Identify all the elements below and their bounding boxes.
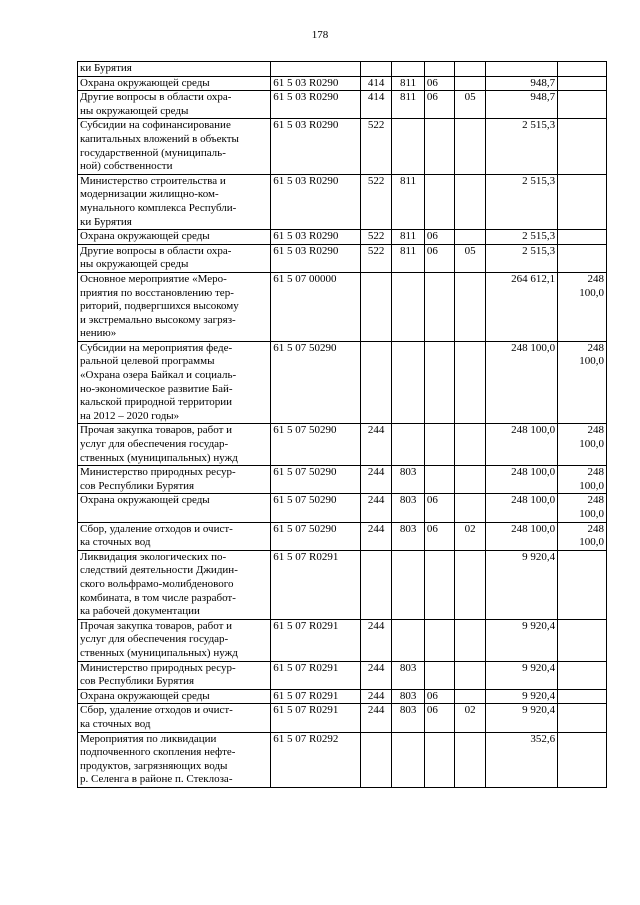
admin-code-cell: 811 [392,244,425,272]
table-row [78,174,607,229]
amount-cell: 9 920,4 [485,689,557,704]
section-code-cell: 06 [424,689,455,704]
row-name-cell: Министерство природных ресур- сов Республики Бурятия [78,466,271,494]
expense-type-cell [360,272,392,341]
amount-cell: 948,7 [485,76,557,91]
subsection-code-cell [455,174,486,229]
expense-type-cell: 522 [360,244,392,272]
row-name-cell: Охрана окружающей среды [78,76,271,91]
federal-amount-cell [558,619,607,661]
amount-cell: 352,6 [485,732,557,787]
target-article-code-cell: 61 5 07 R0292 [271,732,361,787]
federal-amount-cell: 248 100,0 [558,272,607,341]
admin-code-cell [392,550,425,619]
section-code-cell [424,341,455,424]
section-code-cell: 06 [424,91,455,119]
amount-cell: 2 515,3 [485,119,557,174]
table-row [78,230,607,245]
subsection-code-cell [455,661,486,689]
target-article-code-cell: 61 5 07 R0291 [271,550,361,619]
table-row [78,91,607,119]
expense-type-cell: 244 [360,424,392,466]
section-code-cell [424,272,455,341]
target-article-code-cell [271,62,361,77]
target-article-code-cell: 61 5 03 R0290 [271,76,361,91]
subsection-code-cell: 02 [455,704,486,732]
subsection-code-cell [455,424,486,466]
table-row [78,466,607,494]
target-article-code-cell: 61 5 07 50290 [271,494,361,522]
admin-code-cell: 803 [392,466,425,494]
section-code-cell [424,550,455,619]
table-row [78,550,607,619]
section-code-cell: 06 [424,704,455,732]
table-row [78,689,607,704]
federal-amount-cell [558,704,607,732]
federal-amount-cell: 248 100,0 [558,424,607,466]
target-article-code-cell: 61 5 03 R0290 [271,230,361,245]
amount-cell: 9 920,4 [485,704,557,732]
amount-cell: 9 920,4 [485,619,557,661]
amount-cell: 2 515,3 [485,244,557,272]
row-name-cell: Министерство природных ресур- сов Республики Бурятия [78,661,271,689]
target-article-code-cell: 61 5 07 R0291 [271,661,361,689]
federal-amount-cell [558,244,607,272]
admin-code-cell [392,272,425,341]
amount-cell: 948,7 [485,91,557,119]
row-name-cell: Охрана окружающей среды [78,494,271,522]
target-article-code-cell: 61 5 03 R0290 [271,119,361,174]
row-name-cell: Другие вопросы в области охра- ны окружающей среды [78,91,271,119]
subsection-code-cell: 05 [455,244,486,272]
amount-cell: 9 920,4 [485,661,557,689]
subsection-code-cell [455,550,486,619]
row-name-cell: Прочая закупка товаров, работ и услуг для обеспечения государ- ственных (муниципальных) нужд [78,619,271,661]
table-row [78,272,607,341]
section-code-cell: 06 [424,494,455,522]
row-name-cell: Основное мероприятие «Меро- приятия по восстановлению тер- риторий, подвергшихся высокому и экстремально высокому загряз- нению» [78,272,271,341]
amount-cell: 248 100,0 [485,466,557,494]
admin-code-cell: 811 [392,91,425,119]
federal-amount-cell [558,230,607,245]
section-code-cell: 06 [424,76,455,91]
federal-amount-cell [558,174,607,229]
table-row [78,62,607,77]
expense-type-cell [360,341,392,424]
section-code-cell [424,62,455,77]
target-article-code-cell: 61 5 07 50290 [271,424,361,466]
target-article-code-cell: 61 5 03 R0290 [271,91,361,119]
admin-code-cell [392,62,425,77]
target-article-code-cell: 61 5 03 R0290 [271,174,361,229]
expense-type-cell [360,732,392,787]
admin-code-cell: 803 [392,704,425,732]
admin-code-cell [392,732,425,787]
table-row [78,704,607,732]
section-code-cell [424,174,455,229]
federal-amount-cell [558,661,607,689]
section-code-cell [424,619,455,661]
subsection-code-cell [455,689,486,704]
target-article-code-cell: 61 5 03 R0290 [271,244,361,272]
admin-code-cell: 803 [392,522,425,550]
admin-code-cell: 803 [392,494,425,522]
expense-type-cell: 244 [360,494,392,522]
subsection-code-cell: 02 [455,522,486,550]
target-article-code-cell: 61 5 07 50290 [271,466,361,494]
row-name-cell: Министерство строительства и модернизации жилищно-ком- мунального комплекса Республи- ки Бурятия [78,174,271,229]
section-code-cell [424,661,455,689]
expense-type-cell: 244 [360,689,392,704]
table-row [78,341,607,424]
row-name-cell: ки Бурятия [78,62,271,77]
target-article-code-cell: 61 5 07 50290 [271,522,361,550]
federal-amount-cell [558,732,607,787]
federal-amount-cell: 248 100,0 [558,494,607,522]
section-code-cell [424,424,455,466]
admin-code-cell [392,619,425,661]
table-row [78,522,607,550]
subsection-code-cell [455,272,486,341]
table-row [78,494,607,522]
amount-cell: 9 920,4 [485,550,557,619]
amount-cell: 264 612,1 [485,272,557,341]
expense-type-cell: 414 [360,91,392,119]
target-article-code-cell: 61 5 07 R0291 [271,689,361,704]
table-row [78,76,607,91]
row-name-cell: Субсидии на софинансирование капитальных вложений в объекты государственной (муниципаль- ной) собственности [78,119,271,174]
expense-type-cell: 244 [360,661,392,689]
table-row [78,424,607,466]
federal-amount-cell [558,550,607,619]
expense-type-cell [360,550,392,619]
expense-type-cell [360,62,392,77]
target-article-code-cell: 61 5 07 R0291 [271,704,361,732]
expense-type-cell: 522 [360,230,392,245]
row-name-cell: Сбор, удаление отходов и очист- ка сточных вод [78,522,271,550]
section-code-cell [424,732,455,787]
row-name-cell: Другие вопросы в области охра- ны окружающей среды [78,244,271,272]
admin-code-cell: 803 [392,689,425,704]
amount-cell: 248 100,0 [485,494,557,522]
admin-code-cell [392,341,425,424]
federal-amount-cell [558,91,607,119]
amount-cell: 2 515,3 [485,174,557,229]
admin-code-cell: 811 [392,174,425,229]
expense-type-cell: 244 [360,522,392,550]
budget-table [77,61,607,788]
expense-type-cell: 244 [360,619,392,661]
amount-cell [485,62,557,77]
target-article-code-cell: 61 5 07 00000 [271,272,361,341]
admin-code-cell: 811 [392,76,425,91]
subsection-code-cell [455,494,486,522]
row-name-cell: Охрана окружающей среды [78,230,271,245]
amount-cell: 2 515,3 [485,230,557,245]
row-name-cell: Субсидии на мероприятия феде- ральной целевой программы «Охрана озера Байкал и социаль- но-экономическое развитие Бай- кальской природной территории на 2012 – 2020 годы» [78,341,271,424]
target-article-code-cell: 61 5 07 R0291 [271,619,361,661]
amount-cell: 248 100,0 [485,424,557,466]
subsection-code-cell [455,619,486,661]
admin-code-cell [392,119,425,174]
amount-cell: 248 100,0 [485,341,557,424]
amount-cell: 248 100,0 [485,522,557,550]
table-row [78,619,607,661]
subsection-code-cell [455,466,486,494]
subsection-code-cell [455,732,486,787]
admin-code-cell: 811 [392,230,425,245]
subsection-code-cell [455,341,486,424]
table-row [78,732,607,787]
admin-code-cell: 803 [392,661,425,689]
section-code-cell: 06 [424,522,455,550]
subsection-code-cell [455,62,486,77]
subsection-code-cell [455,76,486,91]
section-code-cell [424,466,455,494]
table-row [78,244,607,272]
federal-amount-cell: 248 100,0 [558,522,607,550]
section-code-cell: 06 [424,230,455,245]
budget-table-body [78,62,607,788]
expense-type-cell: 244 [360,704,392,732]
federal-amount-cell [558,76,607,91]
federal-amount-cell [558,689,607,704]
table-row [78,119,607,174]
subsection-code-cell: 05 [455,91,486,119]
federal-amount-cell: 248 100,0 [558,466,607,494]
federal-amount-cell [558,119,607,174]
target-article-code-cell: 61 5 07 50290 [271,341,361,424]
subsection-code-cell [455,119,486,174]
row-name-cell: Ликвидация экологических по- следствий деятельности Джидин- ского вольфрамо-молибденового комбината, в том числе разработ- ка рабочей документации [78,550,271,619]
row-name-cell: Охрана окружающей среды [78,689,271,704]
table-row [78,661,607,689]
expense-type-cell: 522 [360,119,392,174]
expense-type-cell: 414 [360,76,392,91]
row-name-cell: Мероприятия по ликвидации подпочвенного скопления нефте- продуктов, загрязняющих воды р. Селенга в районе п. Стеклоза- [78,732,271,787]
expense-type-cell: 244 [360,466,392,494]
subsection-code-cell [455,230,486,245]
row-name-cell: Прочая закупка товаров, работ и услуг для обеспечения государ- ственных (муниципальных) нужд [78,424,271,466]
section-code-cell: 06 [424,244,455,272]
page-number: 178 [311,29,329,41]
row-name-cell: Сбор, удаление отходов и очист- ка сточных вод [78,704,271,732]
federal-amount-cell [558,62,607,77]
section-code-cell [424,119,455,174]
admin-code-cell [392,424,425,466]
expense-type-cell: 522 [360,174,392,229]
federal-amount-cell: 248 100,0 [558,341,607,424]
